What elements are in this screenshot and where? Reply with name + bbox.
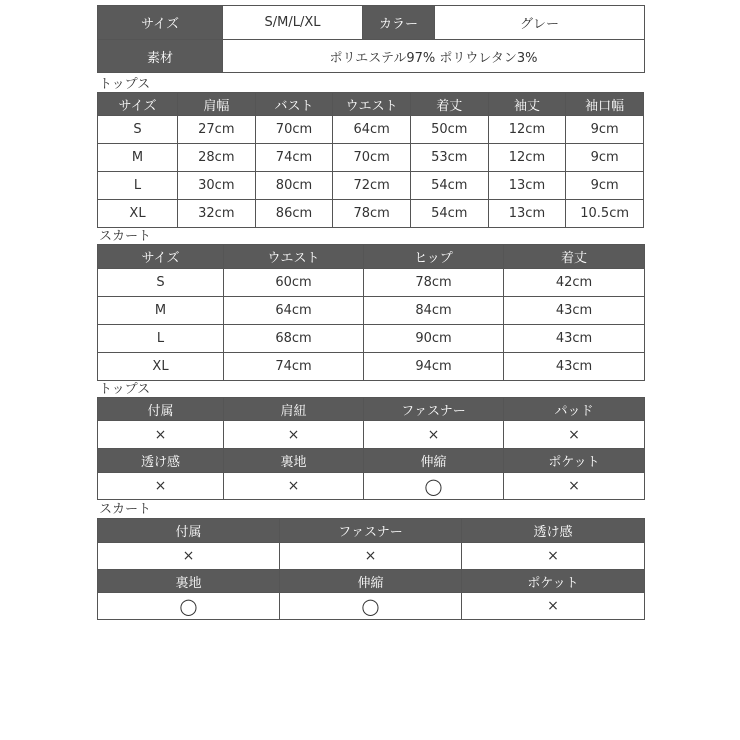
tops-size-header: サイズ — [98, 93, 178, 116]
table-row — [98, 116, 644, 144]
table-cell: 9cm — [566, 144, 644, 172]
table-cell: 28cm — [178, 144, 256, 172]
table-cell: XL — [98, 200, 178, 228]
table-cell: 78cm — [364, 269, 504, 297]
size-value: S/M/L/XL — [223, 6, 363, 40]
table-row — [98, 269, 645, 297]
table-cell: 12cm — [488, 116, 566, 144]
tops-size-header: 袖口幅 — [566, 93, 644, 116]
table-cell: 78cm — [333, 200, 411, 228]
table-cell: 30cm — [178, 172, 256, 200]
table-cell: M — [98, 144, 178, 172]
table-row — [98, 144, 644, 172]
feature-header: 肩紐 — [224, 398, 364, 421]
table-cell: 74cm — [255, 144, 333, 172]
tops-features-section-label: トップス — [99, 382, 151, 397]
table-cell: S — [98, 269, 224, 297]
tops-size-header: 肩幅 — [178, 93, 256, 116]
table-cell: 64cm — [224, 297, 364, 325]
skirt-size-header: ウエスト — [224, 245, 364, 269]
skirt-size-header: サイズ — [98, 245, 224, 269]
feature-header: 透け感 — [462, 519, 645, 543]
feature-header: 裏地 — [224, 449, 364, 473]
tops-size-header: 着丈 — [410, 93, 488, 116]
table-cell: 13cm — [488, 200, 566, 228]
tops-size-header: ウエスト — [333, 93, 411, 116]
size-label: サイズ — [98, 6, 223, 40]
table-cell: 80cm — [255, 172, 333, 200]
feature-value: ◯ — [98, 593, 280, 620]
table-cell: 54cm — [410, 200, 488, 228]
table-cell: 68cm — [224, 325, 364, 353]
feature-header: 裏地 — [98, 570, 280, 593]
feature-header: 付属 — [98, 519, 280, 543]
table-cell: 43cm — [504, 353, 645, 381]
material-label: 素材 — [98, 40, 223, 73]
feature-header: ポケット — [462, 570, 645, 593]
feature-header: 伸縮 — [364, 449, 504, 473]
table-cell: 70cm — [255, 116, 333, 144]
skirt-features-table — [97, 518, 645, 620]
feature-header: ファスナー — [364, 398, 504, 421]
feature-header: ファスナー — [280, 519, 462, 543]
table-row — [98, 172, 644, 200]
skirt-size-header: ヒップ — [364, 245, 504, 269]
table-row — [98, 325, 645, 353]
skirt-size-section-label: スカート — [99, 229, 152, 244]
table-cell: 74cm — [224, 353, 364, 381]
tops-size-header: 袖丈 — [488, 93, 566, 116]
feature-value: × — [98, 473, 224, 500]
feature-header: パッド — [504, 398, 645, 421]
table-cell: 10.5cm — [566, 200, 644, 228]
table-cell: L — [98, 172, 178, 200]
table-cell: 86cm — [255, 200, 333, 228]
tops-size-table — [97, 92, 644, 228]
feature-value: ◯ — [364, 473, 504, 500]
table-cell: 42cm — [504, 269, 645, 297]
table-row — [98, 200, 644, 228]
table-cell: 94cm — [364, 353, 504, 381]
table-cell: L — [98, 325, 224, 353]
feature-value: × — [364, 421, 504, 449]
feature-value: × — [280, 543, 462, 570]
tops-features-table — [97, 397, 645, 500]
skirt-features-section-label: スカート — [99, 502, 152, 517]
table-cell: 12cm — [488, 144, 566, 172]
table-cell: M — [98, 297, 224, 325]
feature-header: 伸縮 — [280, 570, 462, 593]
table-row — [98, 297, 645, 325]
feature-value: × — [224, 421, 364, 449]
tops-size-section-label: トップス — [99, 77, 151, 92]
table-cell: S — [98, 116, 178, 144]
spec-table — [97, 5, 645, 73]
feature-header: 透け感 — [98, 449, 224, 473]
table-cell: 9cm — [566, 172, 644, 200]
table-cell: 43cm — [504, 325, 645, 353]
feature-header: 付属 — [98, 398, 224, 421]
table-cell: 72cm — [333, 172, 411, 200]
table-cell: 53cm — [410, 144, 488, 172]
table-cell: 64cm — [333, 116, 411, 144]
material-value: ポリエステル97% ポリウレタン3% — [223, 40, 645, 73]
feature-value: × — [504, 421, 645, 449]
skirt-size-table — [97, 244, 645, 381]
table-cell: 70cm — [333, 144, 411, 172]
table-cell: 43cm — [504, 297, 645, 325]
table-cell: 13cm — [488, 172, 566, 200]
table-cell: 9cm — [566, 116, 644, 144]
table-cell: 32cm — [178, 200, 256, 228]
feature-value: × — [462, 543, 645, 570]
table-cell: 90cm — [364, 325, 504, 353]
feature-value: × — [224, 473, 364, 500]
table-cell: 60cm — [224, 269, 364, 297]
table-cell: 27cm — [178, 116, 256, 144]
feature-value: × — [504, 473, 645, 500]
feature-value: ◯ — [280, 593, 462, 620]
color-value: グレー — [435, 6, 645, 40]
feature-header: ポケット — [504, 449, 645, 473]
color-label: カラー — [363, 6, 435, 40]
feature-value: × — [98, 421, 224, 449]
table-cell: 84cm — [364, 297, 504, 325]
table-cell: XL — [98, 353, 224, 381]
table-row — [98, 353, 645, 381]
tops-size-header: バスト — [255, 93, 333, 116]
skirt-size-header: 着丈 — [504, 245, 645, 269]
feature-value: × — [98, 543, 280, 570]
feature-value: × — [462, 593, 645, 620]
table-cell: 50cm — [410, 116, 488, 144]
table-cell: 54cm — [410, 172, 488, 200]
